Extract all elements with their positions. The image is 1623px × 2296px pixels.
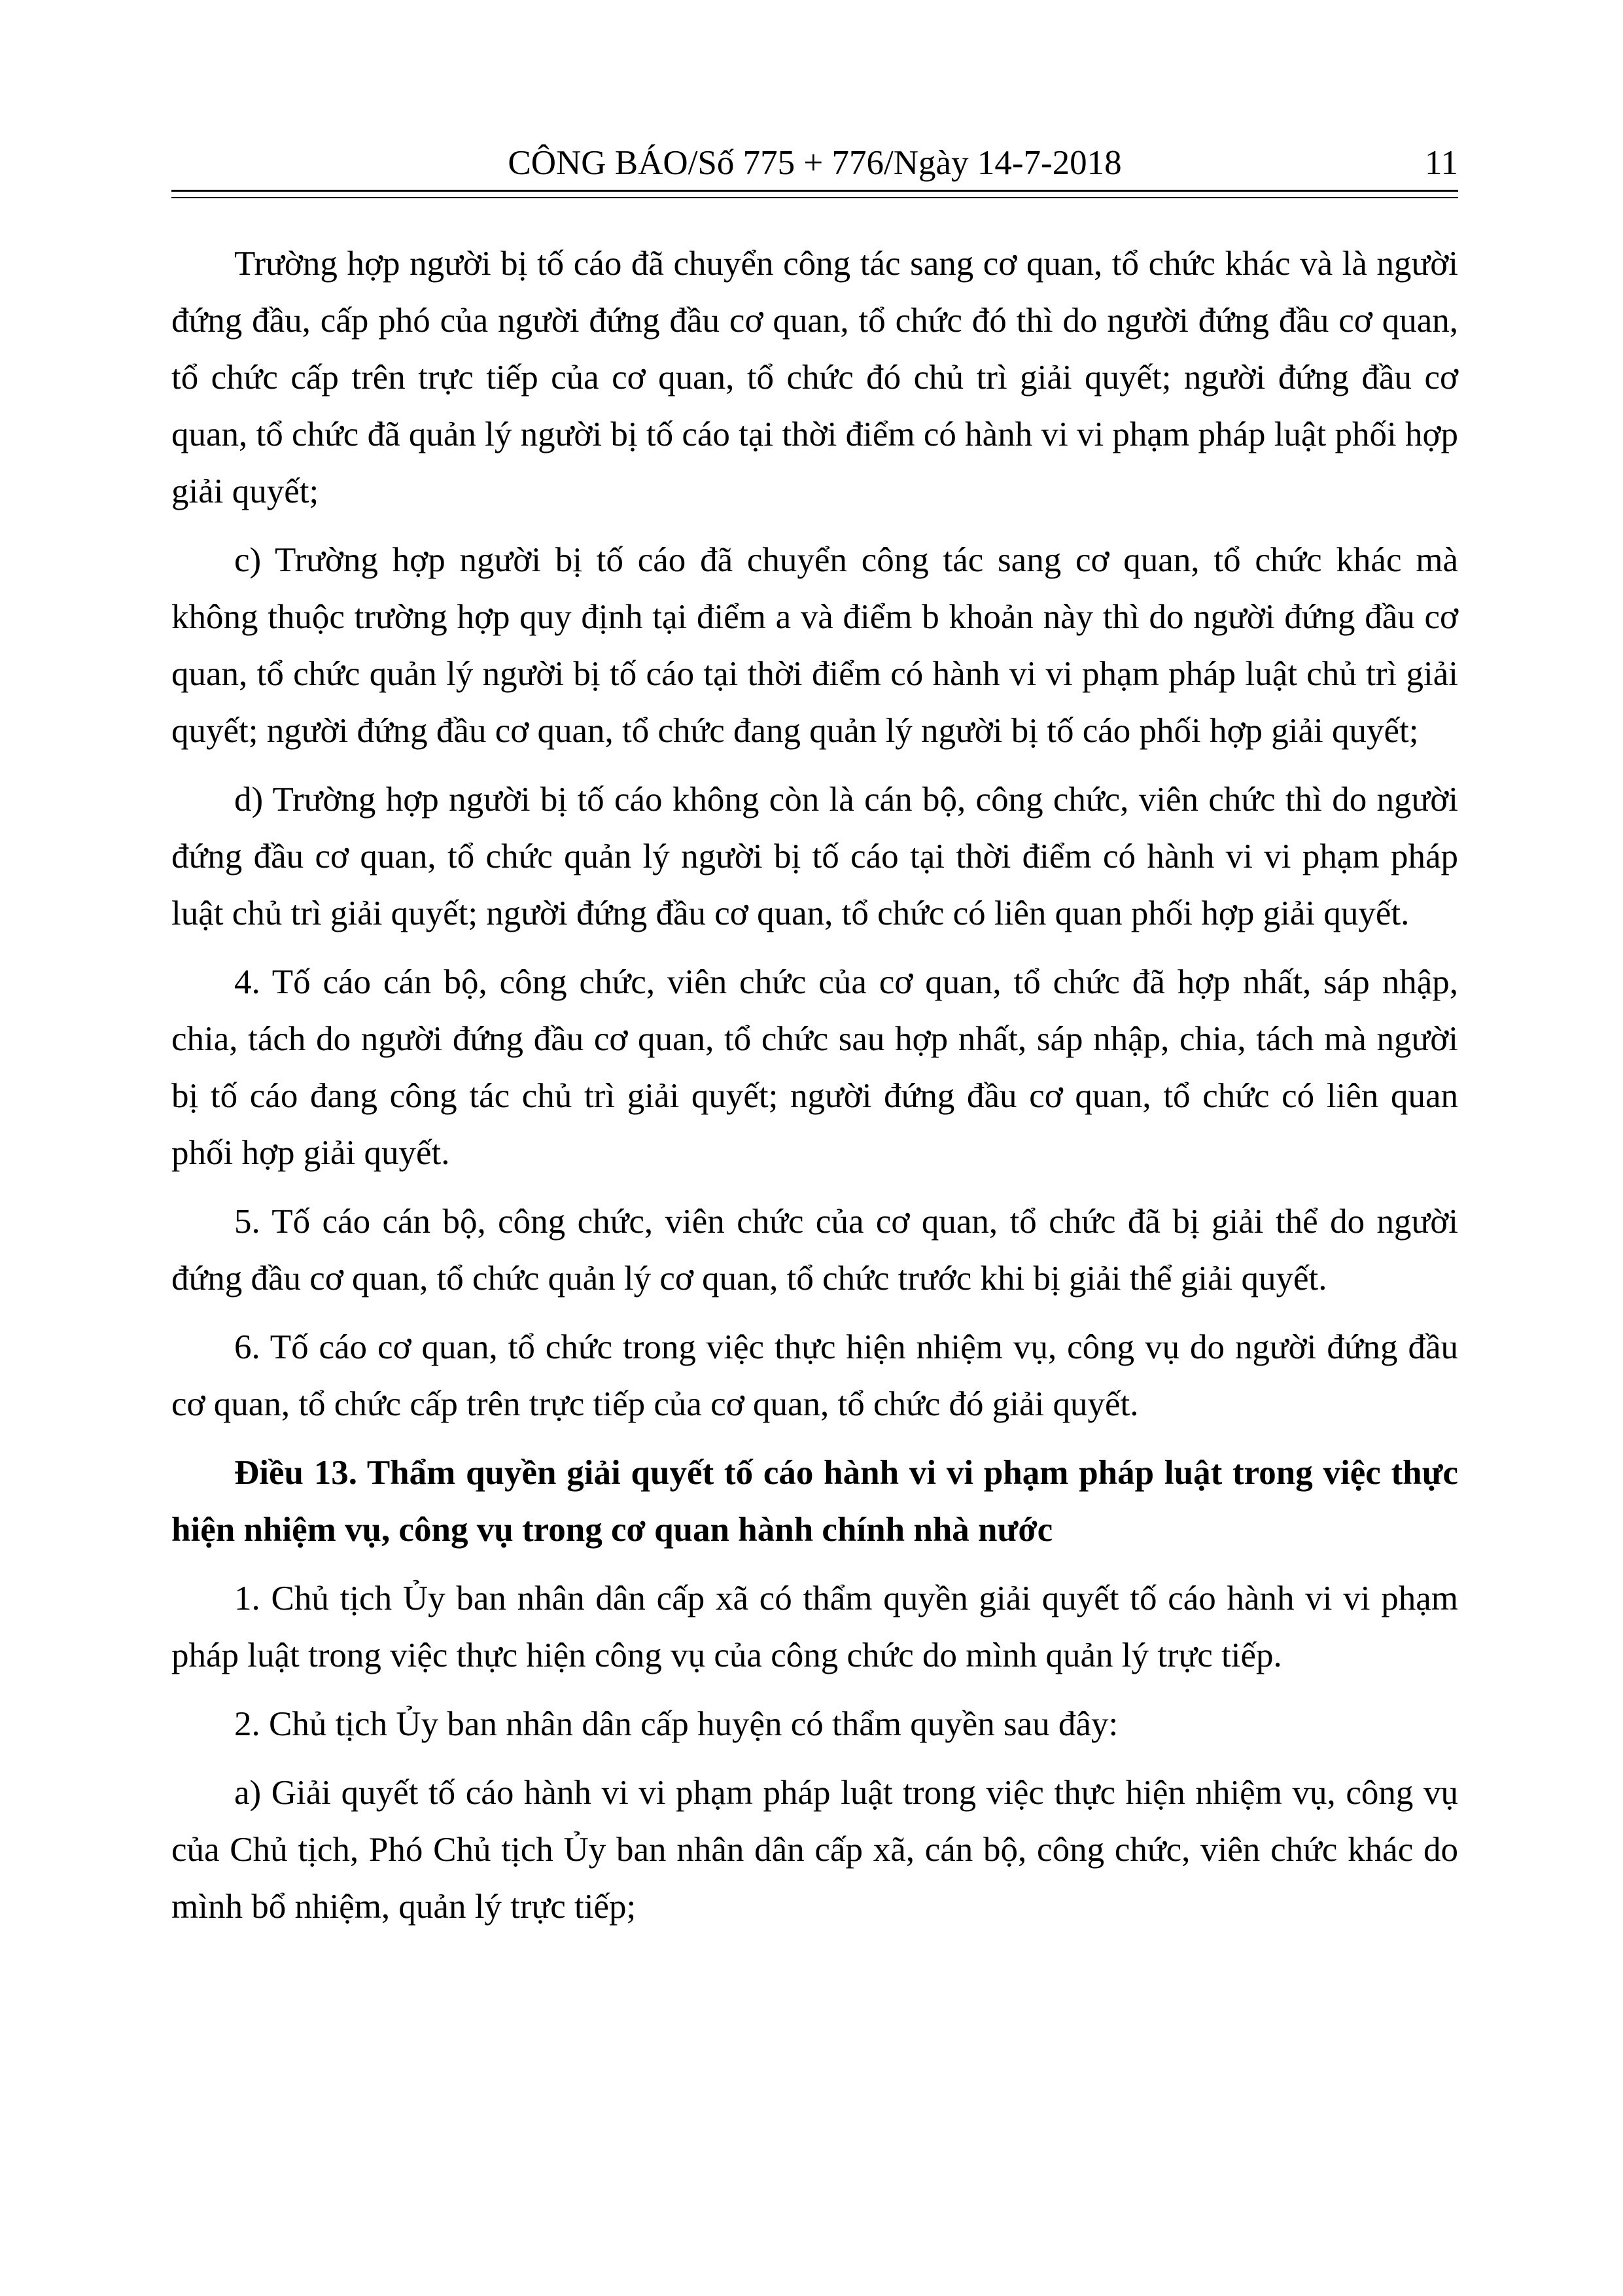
paragraph: 5. Tố cáo cán bộ, công chức, viên chức của cơ quan, tổ chức đã bị giải thể do người đứng đầu cơ quan, tổ chức quản lý cơ quan, tổ chức trước khi bị giải thể giải quyết. <box>171 1203 1458 1298</box>
paragraph: Trường hợp người bị tố cáo đã chuyển công tác sang cơ quan, tổ chức khác và là người đứng đầu, cấp phó của người đứng đầu cơ quan, tổ chức đó thì do người đứng đầu cơ quan, tổ chức cấp trên trực tiếp của cơ quan, tổ chức đó chủ trì giải quyết; người đứng đầu cơ quan, tổ chức đã quản lý người bị tố cáo tại thời điểm có hành vi vi phạm pháp luật phối hợp giải quyết; <box>171 245 1458 510</box>
paragraph: 4. Tố cáo cán bộ, công chức, viên chức của cơ quan, tổ chức đã hợp nhất, sáp nhập, chia, tách do người đứng đầu cơ quan, tổ chức sau hợp nhất, sáp nhập, chia, tách mà người bị tố cáo đang công tác chủ trì giải quyết; người đứng đầu cơ quan, tổ chức có liên quan phối hợp giải quyết. <box>171 963 1458 1172</box>
paragraph: a) Giải quyết tố cáo hành vi vi phạm pháp luật trong việc thực hiện nhiệm vụ, công vụ của Chủ tịch, Phó Chủ tịch Ủy ban nhân dân cấp xã, cán bộ, công chức, viên chức khác do mình bổ nhiệm, quản lý trực tiếp; <box>171 1774 1458 1926</box>
paragraph: 2. Chủ tịch Ủy ban nhân dân cấp huyện có thẩm quyền sau đây: <box>234 1705 1119 1743</box>
header-rule-top <box>171 190 1458 192</box>
paragraph: 6. Tố cáo cơ quan, tổ chức trong việc thực hiện nhiệm vụ, công vụ do người đứng đầu cơ quan, tổ chức cấp trên trực tiếp của cơ quan, tổ chức đó giải quyết. <box>171 1328 1458 1423</box>
gazette-title: CÔNG BÁO/Số 775 + 776/Ngày 14-7-2018 <box>508 144 1122 182</box>
article-heading: Điều 13. Thẩm quyền giải quyết tố cáo hành vi vi phạm pháp luật trong việc thực hiện nhiệm vụ, công vụ trong cơ quan hành chính nhà nước <box>171 1454 1458 1549</box>
document-body <box>171 236 1458 1947</box>
paragraph: 1. Chủ tịch Ủy ban nhân dân cấp xã có thẩm quyền giải quyết tố cáo hành vi vi phạm pháp luật trong việc thực hiện công vụ của công chức do mình quản lý trực tiếp. <box>171 1580 1458 1674</box>
paragraph: c) Trường hợp người bị tố cáo đã chuyển công tác sang cơ quan, tổ chức khác mà không thuộc trường hợp quy định tại điểm a và điểm b khoản này thì do người đứng đầu cơ quan, tổ chức quản lý người bị tố cáo tại thời điểm có hành vi vi phạm pháp luật chủ trì giải quyết; người đứng đầu cơ quan, tổ chức đang quản lý người bị tố cáo phối hợp giải quyết; <box>171 541 1458 750</box>
page-header <box>171 140 1458 186</box>
header-rule-bottom <box>171 197 1458 198</box>
page-number: 11 <box>1424 144 1458 182</box>
paragraph: d) Trường hợp người bị tố cáo không còn là cán bộ, công chức, viên chức thì do người đứng đầu cơ quan, tổ chức quản lý người bị tố cáo tại thời điểm có hành vi vi phạm pháp luật chủ trì giải quyết; người đứng đầu cơ quan, tổ chức có liên quan phối hợp giải quyết. <box>171 781 1458 932</box>
